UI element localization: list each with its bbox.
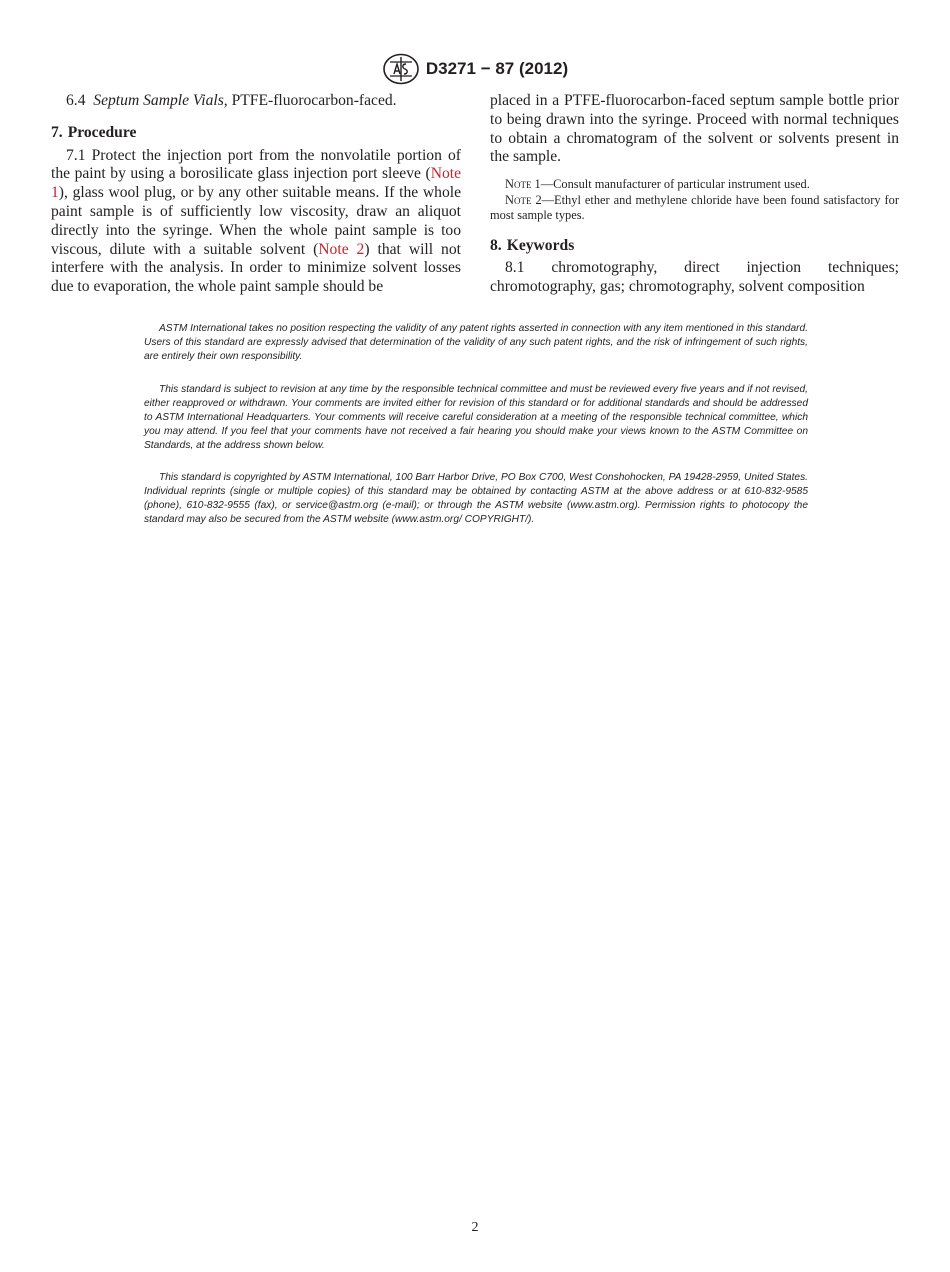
revision-text: This standard is subject to revision at any time by the responsible technical committee and must be reviewed every five years and if not revised, either reapproved or withdrawn. Your comments are invited either for revision of this standard or for additional standards and should be addressed to ASTM International Headquarters. Your comments will receive careful consideration at a meeting of the responsible technical committee, which you may attend. If you feel that your comments have not received a fair hearing you should make your views known to the ASTM Committee on Standards, at the address shown below. [144, 384, 808, 451]
note-text: 2—Ethyl ether and methylene chloride have been found satisfactory for most sample types. [490, 192, 899, 223]
note-1-link[interactable]: Note 1 [51, 165, 461, 202]
paragraph-text: 7.1 Protect the injection port from the nonvolatile portion of the paint by using a borosilicate glass injection port sleeve ( [51, 146, 461, 183]
note-2-link[interactable]: Note 2 [318, 240, 365, 258]
patent-text: ASTM International takes no position respecting the validity of any patent rights asserted in connection with any item mentioned in this standard. Users of this standard are expressly advised that determination of the validity of any such patent rights, and the risk of infringement of such rights, are entirely their own responsibility. [144, 323, 808, 362]
paragraph-7-1-continued: placed in a PTFE-fluorocarbon-faced septum sample bottle prior to being drawn into the syringe. Proceed with normal techniques to obtain a chromatogram of the solvent or solvents present in the sample. [490, 92, 899, 166]
paragraph-text: ), glass wool plug, or by any other suitable means. If the whole paint sample is of sufficiently low viscosity, draw an aliquot directly into the syringe. When the whole paint sample is too viscous, dilute with a suitable solvent ( [51, 184, 461, 258]
astm-logo-icon [382, 53, 420, 85]
copyright-text: This standard is copyrighted by ASTM International, 100 Barr Harbor Drive, PO Box C700, West Conshohocken, PA 19428-2959, United States. Individual reprints (single or multiple copies) of this standard may be obtained by contacting ASTM at the above address or at 610-832-9585 (phone), 610-832-9555 (fax), or service@astm.org (e-mail); or through the ASTM website (www.astm.org). Permission rights to photocopy the standard may also be secured from the ASTM website (www.astm.org/ COPYRIGHT/). [144, 472, 808, 525]
section-number: 6.4 [66, 92, 86, 109]
section-heading-keywords [490, 237, 899, 256]
left-column [51, 92, 461, 297]
section-text: PTFE-fluorocarbon-faced. [231, 92, 397, 109]
revision-statement [144, 383, 808, 453]
section-title: Septum Sample Vials, [93, 92, 228, 109]
heading-title: Keywords [506, 236, 575, 254]
note-label: Note [505, 177, 532, 192]
note-1 [490, 177, 899, 193]
page-header [0, 52, 950, 86]
notes-block [490, 177, 899, 224]
heading-number: 7. [51, 123, 63, 141]
right-column [490, 92, 899, 297]
heading-title: Procedure [67, 123, 137, 141]
section-6-4 [51, 92, 461, 111]
copyright-statement [144, 471, 808, 527]
section-heading-procedure [51, 124, 461, 143]
page-number: 2 [471, 1220, 479, 1235]
note-text: 1—Consult manufacturer of particular instrument used. [531, 177, 810, 192]
patent-statement [144, 322, 808, 364]
heading-number: 8. [490, 236, 502, 254]
note-label: Note [505, 192, 532, 207]
document-designation: D3271 − 87 (2012) [425, 59, 569, 78]
note-2 [490, 193, 899, 224]
paragraph-8-1: 8.1 chromotography, direct injection techniques; chromotography, gas; chromotography, solvent composition [490, 259, 899, 296]
paragraph-7-1 [51, 147, 461, 297]
paragraph-text: ) that will not interfere with the analysis. In order to minimize solvent losses due to evaporation, the whole paint sample should be [51, 240, 461, 296]
